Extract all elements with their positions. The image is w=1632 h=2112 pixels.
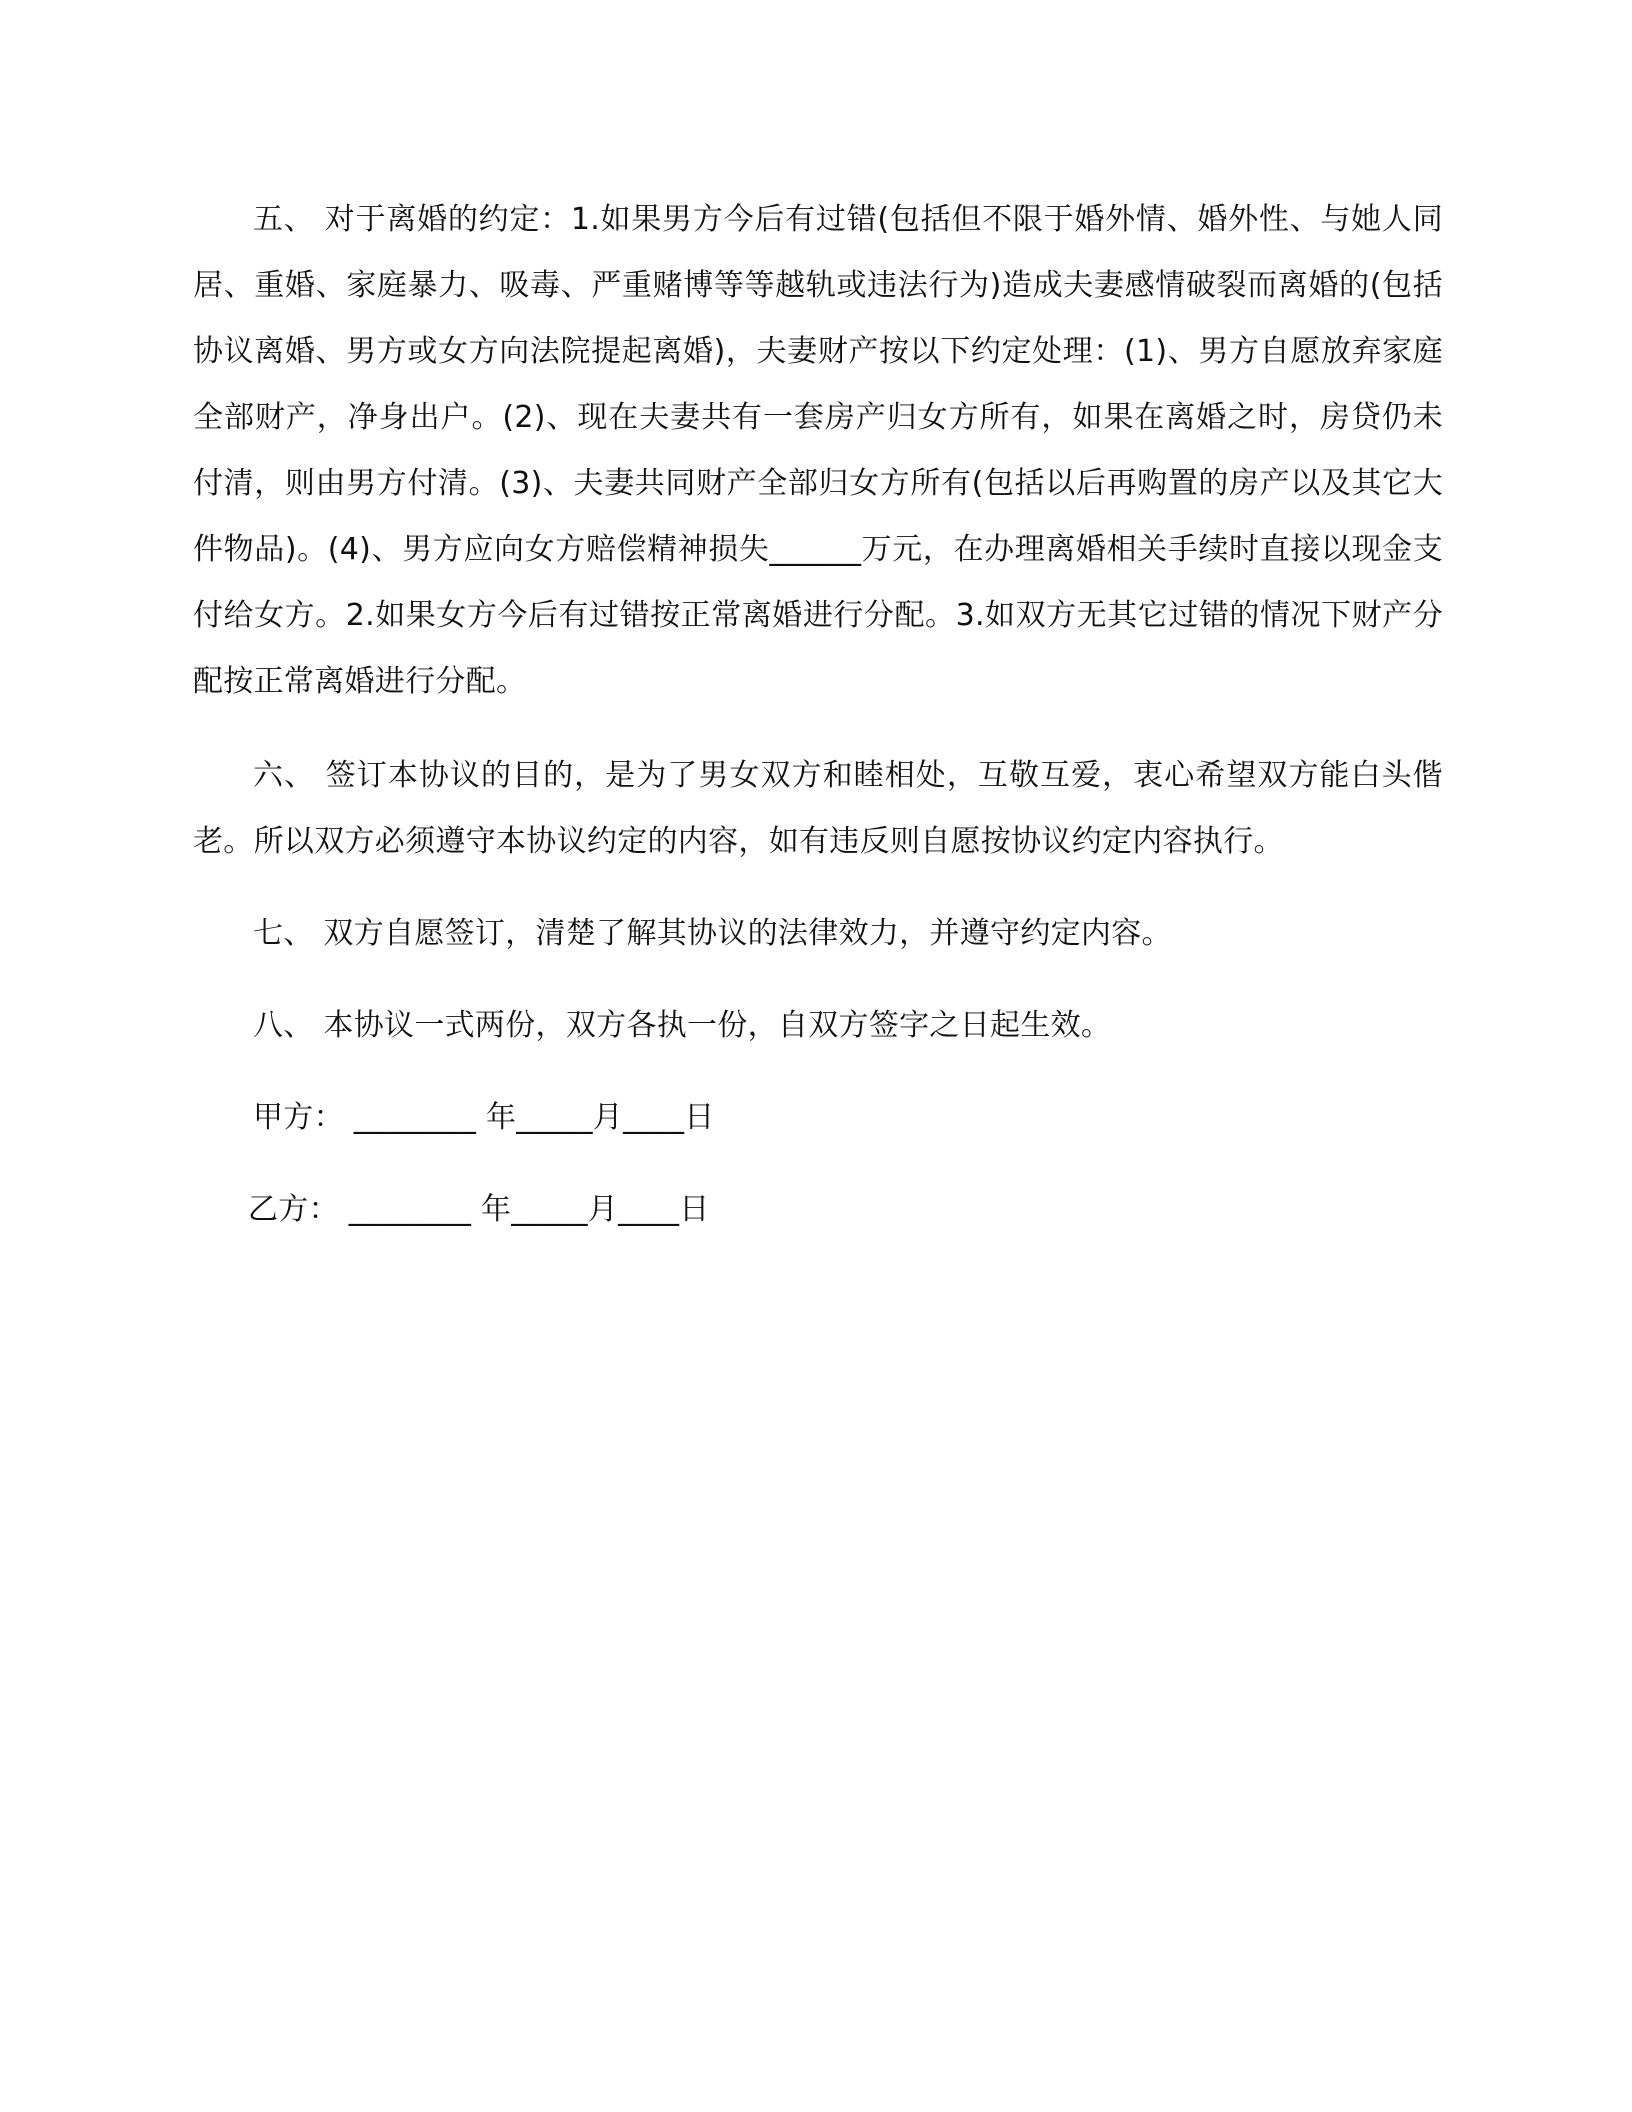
- document-body: [193, 187, 1443, 1243]
- party-b-signature-line: 乙方： ________ 年_____月____日: [248, 1192, 710, 1227]
- party-a-signature-line: 甲方： ________ 年_____月____日: [253, 1100, 715, 1135]
- clause-seven-voluntary-signing: 七、 双方自愿签订，清楚了解其协议的法律效力，并遵守约定内容。: [253, 916, 1172, 951]
- clause-five-divorce-agreement: 五、 对于离婚的约定：1.如果男方今后有过错(包括但不限于婚外情、婚外性、与她人同居、重婚、家庭暴力、吸毒、严重赌博等等越轨或违法行为)造成夫妻感情破裂而离婚的(包括协议离婚、男方或女方向法院提起离婚)，夫妻财产按以下约定处理：(1)、男方自愿放弃家庭全部财产，净身出户。(2)、现在夫妻共有一套房产归女方所有，如果在离婚之时，房贷仍未付清，则由男方付清。(3)、夫妻共同财产全部归女方所有(包括以后再购置的房产以及其它大件物品)。(4)、男方应向女方赔偿精神损失______万元，在办理离婚相关手续时直接以现金支付给女方。2.如果女方今后有过错按正常离婚进行分配。3.如双方无其它过错的情况下财产分配按正常离婚进行分配。: [193, 202, 1443, 699]
- clause-six-purpose: 六、 签订本协议的目的，是为了男女双方和睦相处，互敬互爱，衷心希望双方能白头偕老。所以双方必须遵守本协议约定的内容，如有违反则自愿按协议约定内容执行。: [193, 758, 1443, 859]
- clause-eight-copies-effective: 八、 本协议一式两份，双方各执一份，自双方签字之日起生效。: [253, 1008, 1112, 1043]
